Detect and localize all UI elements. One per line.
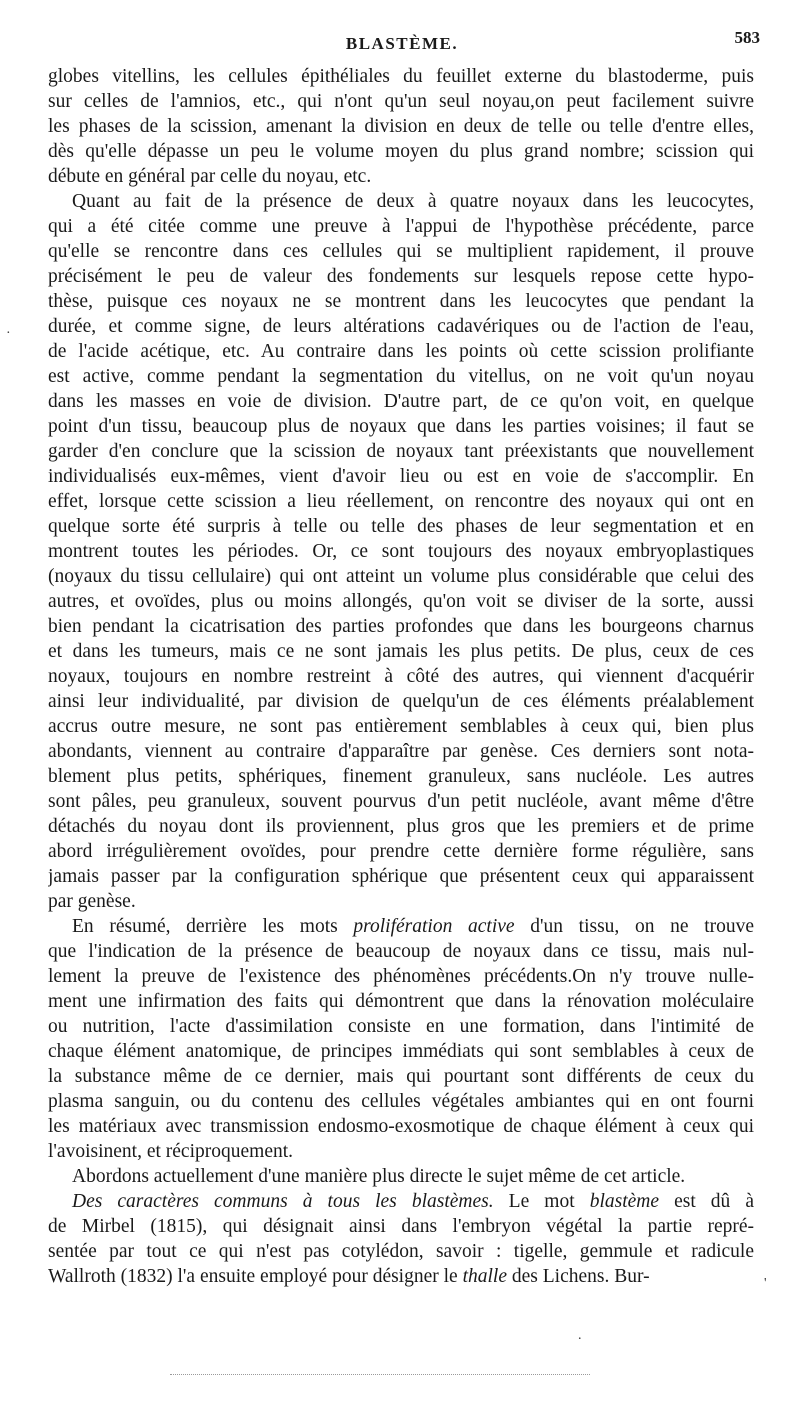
text-line: sont pâles, peu granuleux, souvent pourvus d'un petit nucléole, avant même d'être (48, 791, 754, 812)
text-line: autres, et ovoïdes, plus ou moins allongés, qu'on voit se diviser de la sorte, aussi (48, 591, 754, 612)
text-line: bien pendant la cicatrisation des parties profondes que dans les bourgeons charnus (48, 616, 754, 637)
text-line: point d'un tissu, beaucoup plus de noyaux que dans les parties voisines; il faut se (48, 416, 754, 437)
text-line: précisément le peu de valeur des fondements sur lesquels repose cette hypo- (48, 266, 754, 287)
text-line: les matériaux avec transmission endosmo-exosmotique de chaque élément à ceux qui (48, 1116, 754, 1137)
body-text (48, 64, 754, 1289)
text-line: Des caractères communs à tous les blastèmes. Le mot blastème est dû à (72, 1191, 754, 1212)
text-line: ainsi leur individualité, par division de quelqu'un de ces éléments préalablement (48, 691, 754, 712)
text-line: et dans les tumeurs, mais ce ne sont jamais les plus petits. De plus, ceux de ces (48, 641, 754, 662)
text-line: durée, et comme signe, de leurs altérations cadavériques ou de l'action de l'eau, (48, 316, 754, 337)
text-line: de l'acide acétique, etc. Au contraire dans les points où cette scission prolifiante (48, 341, 754, 362)
text-line: abord irrégulièrement ovoïdes, pour prendre cette dernière forme régulière, sans (48, 841, 754, 862)
text-line: plasma sanguin, ou du contenu des cellules végétales ambiantes qui en ont fourni (48, 1091, 754, 1112)
text-line: la substance même de ce dernier, mais qui pourtant sont différents de ceux du (48, 1066, 754, 1087)
text-line: détachés du noyau dont ils proviennent, plus gros que les premiers et de prime (48, 816, 754, 837)
text-line: jamais passer par la configuration sphérique que présentent ceux qui apparaissent (48, 866, 754, 887)
text-line: globes vitellins, les cellules épithéliales du feuillet externe du blastoderme, puis (48, 66, 754, 87)
text-line: (noyaux du tissu cellulaire) qui ont atteint un volume plus considérable que celui des (48, 566, 754, 587)
text-line: qui a été citée comme une preuve à l'appui de l'hypothèse précédente, parce (48, 216, 754, 237)
text-line: sur celles de l'amnios, etc., qui n'ont qu'un seul noyau,on peut facilement suivre (48, 91, 754, 112)
italic-phrase: prolifération active (353, 916, 515, 937)
text-line: Wallroth (1832) l'a ensuite employé pour désigner le thalle des Lichens. Bur- (48, 1266, 650, 1287)
text-line: effet, lorsque cette scission a lieu réellement, on rencontre des noyaux qui ont en (48, 491, 754, 512)
text-line: l'avoisinent, et réciproquement. (48, 1141, 294, 1162)
text-line: les phases de la scission, amenant la division en deux de telle ou telle d'entre elles, (48, 116, 754, 137)
text-line: sentée par tout ce qui n'est pas cotylédon, savoir : tigelle, gemmule et radicule (48, 1241, 754, 1262)
text-line: Abordons actuellement d'une manière plus directe le sujet même de cet article. (72, 1166, 686, 1187)
text-line: débute en général par celle du noyau, etc. (48, 166, 372, 187)
margin-mark: ' (764, 1276, 767, 1291)
text-line: abondants, viennent au contraire d'apparaître par genèse. Ces derniers sont nota- (48, 741, 754, 762)
italic-phrase: blastème (589, 1191, 660, 1212)
italic-phrase: Des caractères communs à tous les blastèmes. (72, 1191, 494, 1212)
text-line: thèse, puisque ces noyaux ne se montrent dans les leucocytes que pendant la (48, 291, 754, 312)
page-number: 583 (734, 28, 760, 47)
text-line: individualisés eux-mêmes, vient d'avoir lieu ou est en voie de s'accomplir. En (48, 466, 754, 487)
text-line: montrent toutes les périodes. Or, ce sont toujours des noyaux embryoplastiques (48, 541, 754, 562)
text-line: ment une infirmation des faits qui démontrent que dans la rénovation moléculaire (48, 991, 754, 1012)
margin-mark: · (6, 326, 11, 341)
text-line: blement plus petits, sphériques, finement granuleux, sans nucléole. Les autres (48, 766, 754, 787)
text-line: dès qu'elle dépasse un peu le volume moyen du plus grand nombre; scission qui (48, 141, 754, 162)
text-line: ou nutrition, l'acte d'assimilation consiste en une formation, dans l'intimité de (48, 1016, 754, 1037)
text-line: dans les masses en voie de division. D'autre part, de ce qu'on voit, en quelque (48, 391, 754, 412)
text-line: En résumé, derrière les mots prolifération active d'un tissu, on ne trouve (72, 916, 754, 937)
text-line: quelque sorte été surpris à telle ou telle des phases de leur segmentation et en (48, 516, 754, 537)
margin-mark: . (578, 1328, 582, 1343)
text-line: que l'indication de la présence de beaucoup de noyaux dans ce tissu, mais nul- (48, 941, 754, 962)
footer-rule (170, 1374, 590, 1376)
text-line: lement la preuve de l'existence des phénomènes précédents.On n'y trouve nulle- (48, 966, 754, 987)
text-line: accrus outre mesure, ne sont pas entièrement semblables à ceux qui, bien plus (48, 716, 754, 737)
running-title: BLASTÈME. (345, 34, 459, 53)
text-line: est active, comme pendant la segmentation du vitellus, on ne voit qu'un noyau (48, 366, 754, 387)
text-line: garder d'en conclure que la scission de noyaux tant préexistants que nouvellement (48, 441, 754, 462)
text-line: par genèse. (48, 891, 136, 912)
text-line: qu'elle se rencontre dans ces cellules qui se multiplient rapidement, il prouve (48, 241, 754, 262)
text-line: chaque élément anatomique, de principes immédiats qui sont semblables à ceux de (48, 1041, 754, 1062)
text-line: Quant au fait de la présence de deux à quatre noyaux dans les leucocytes, (72, 191, 754, 212)
running-head (44, 28, 760, 58)
italic-phrase: thalle (462, 1266, 507, 1287)
text-line: noyaux, toujours en nombre restreint à côté des autres, qui viennent d'acquérir (48, 666, 754, 687)
text-line: de Mirbel (1815), qui désignait ainsi dans l'embryon végétal la partie repré- (48, 1216, 754, 1237)
